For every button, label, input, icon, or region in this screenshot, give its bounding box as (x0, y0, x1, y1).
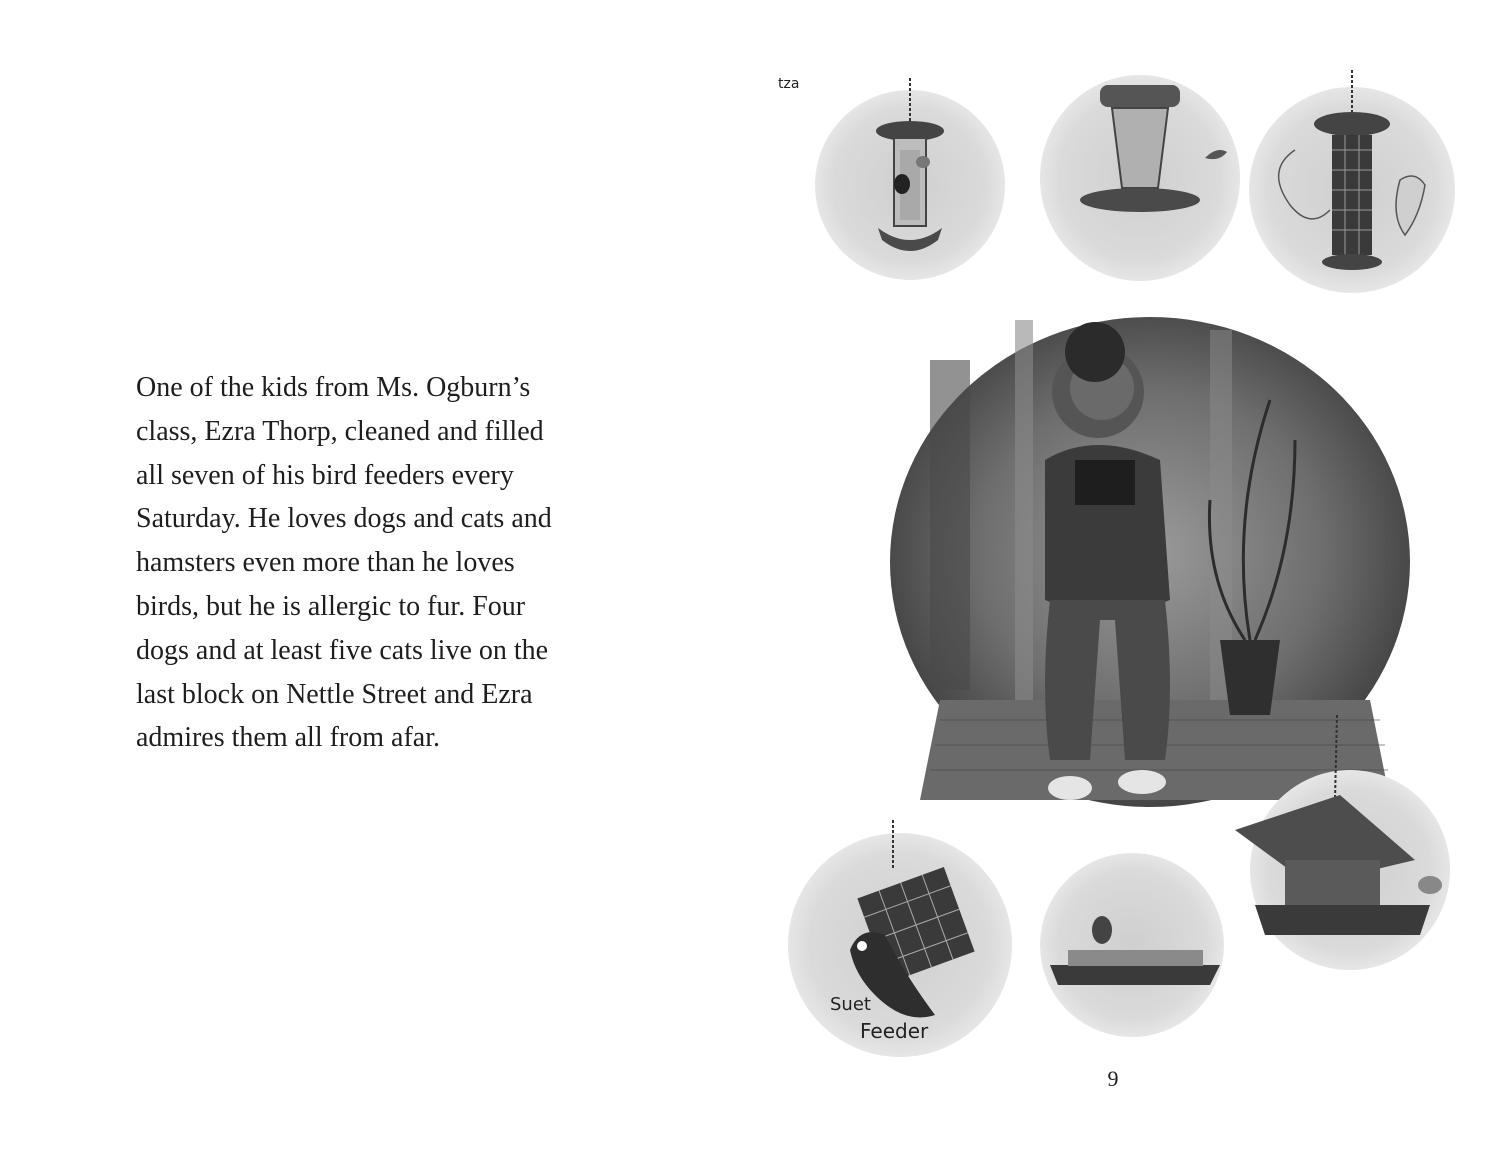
bird-feeder-illustration (750, 0, 1500, 1163)
tray-feeder-vignette (1040, 853, 1224, 1037)
story-line: birds, but he is allergic to fur. Four (136, 590, 526, 622)
ezra-vignette (890, 317, 1410, 807)
story-line: hamsters even more than he loves (136, 547, 515, 579)
mesh-feeder-vignette (1249, 70, 1455, 293)
story-paragraph (136, 366, 586, 760)
tube-feeder-vignette (815, 78, 1005, 280)
story-line: dogs and at least five cats live on the (136, 634, 549, 666)
right-page (750, 0, 1500, 1163)
bird-icon (1092, 916, 1112, 944)
suet-label-line1: Suet (830, 994, 871, 1015)
page-number: 9 (1107, 1066, 1119, 1091)
story-line: One of the kids from Ms. Ogburn’s (136, 372, 531, 403)
bird-icon (916, 156, 930, 168)
lantern-feeder-vignette (1040, 75, 1240, 281)
bird-icon (894, 174, 910, 194)
story-line: Saturday. He loves dogs and cats and (136, 503, 552, 535)
book-icon (1075, 460, 1135, 505)
suet-label-line2: Feeder (860, 1019, 929, 1043)
artist-mark: tza (778, 76, 800, 92)
story-line: admires them all from afar. (136, 722, 440, 754)
bird-icon (1418, 876, 1442, 894)
story-line: last block on Nettle Street and Ezra (136, 678, 533, 710)
story-line: class, Ezra Thorp, cleaned and filled (136, 415, 544, 447)
story-line: all seven of his bird feeders every (136, 459, 514, 491)
plant-pot-icon (1220, 640, 1280, 715)
suet-feeder-vignette (788, 820, 1012, 1057)
